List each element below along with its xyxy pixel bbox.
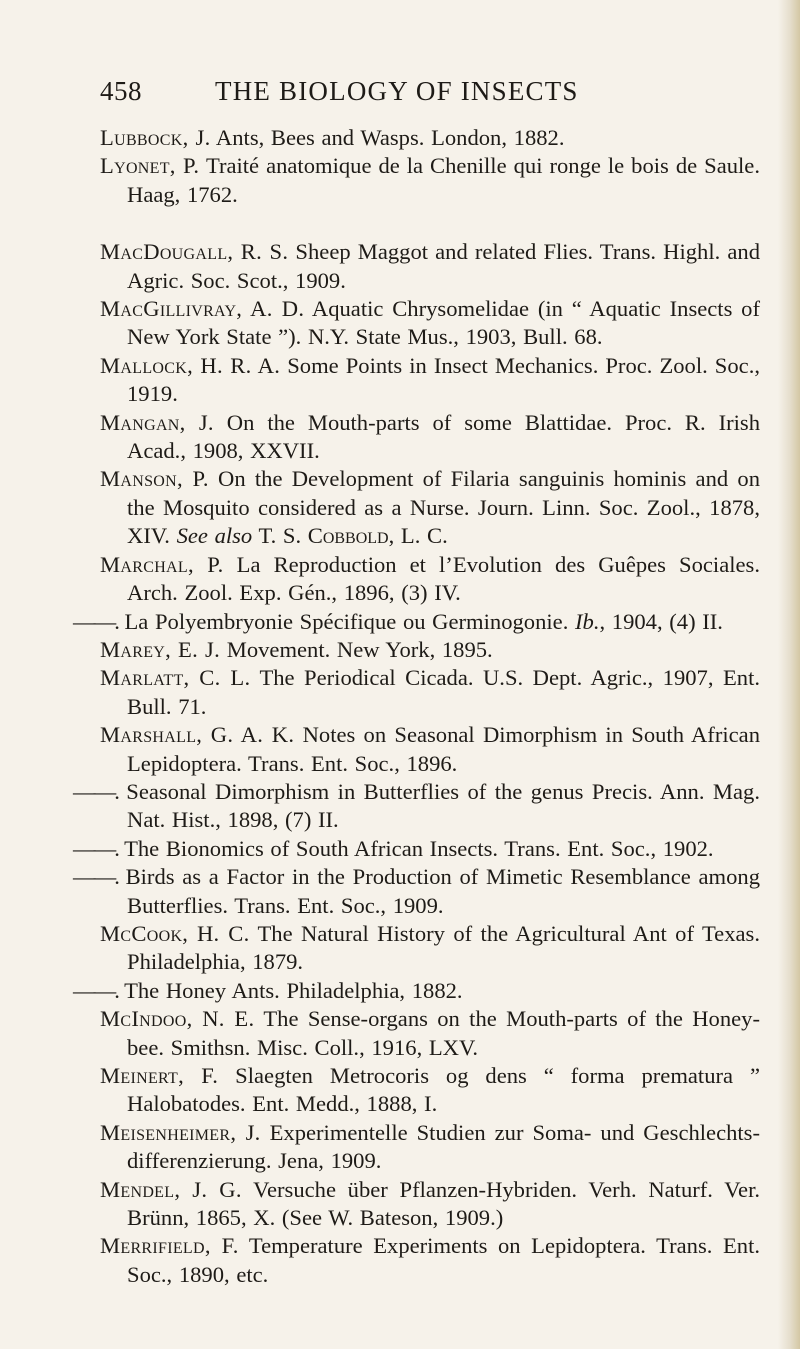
entry-text: Some Points in Insect Mechanics. Proc. Zool. Soc., 1919. [127,352,760,407]
running-head [100,76,740,110]
entry-marchal-2 [73,608,760,636]
entry-author: Meisenheimer, J. [100,1119,261,1145]
entry-mccook [100,920,760,977]
entry-text: The Sense-organs on the Mouth-parts of the Honey-bee. Smithsn. Misc. Coll., 1916, LXV. [127,1006,760,1060]
running-title: THE BIOLOGY OF INSECTS [215,76,579,106]
entry-marchal [100,551,760,608]
entry-author: MacGillivray, A. D. [100,296,305,322]
entry-text: On the Mouth-parts of some Blattidae. Proc. R. Irish Acad., 1908, XXVII. [127,409,760,464]
entry-author: Merrifield, F. [100,1233,239,1259]
entry-marshall-3 [73,835,760,863]
entry-marshall [100,721,760,778]
entry-text: The Natural History of the Agricultural Ant of Texas. Philadelphia, 1879. [127,920,760,975]
entry-author: McIndoo, N. E. [100,1006,255,1032]
entry-text: The Bionomics of South African Insects. Trans. Ent. Soc., 1902. [117,835,714,861]
ditto-dash: ——. [73,835,118,861]
entry-author: Marshall, G. A. K. [100,722,295,748]
ditto-dash: ——. [73,864,118,890]
page-edge-shadow [778,0,800,1349]
entry-meisenheimer [100,1119,760,1176]
entry-text: Birds as a Factor in the Production of Mimetic Resemblance among Butterflies. Trans. Ent. Soc., 1909. [117,864,760,918]
entry-mccook-2 [73,977,760,1005]
entry-author: Mendel, J. G. [100,1176,242,1202]
page-number: 458 [100,76,142,106]
entry-marshall-4 [73,863,760,920]
entry-macgillivray [100,295,760,352]
see-also-label: See also [176,523,253,549]
entry-text: The Periodical Cicada. U.S. Dept. Agric., 1907, Ent. Bull. 71. [127,665,760,719]
entry-author: Lubbock, J. [100,125,211,150]
entry-author: McCook, H. C. [100,920,250,946]
ibid-label: Ib. [575,608,600,634]
entry-text: Sheep Maggot and related Flies. Trans. Highl. and Agric. Soc. Scot., 1909. [127,239,760,293]
entry-marlatt [100,664,760,721]
ditto-dash: ——. [73,977,118,1003]
entry-author: Marchal, P. [100,551,224,577]
entry-tail: , 1904, (4) II. [599,608,723,634]
entry-mangan [100,409,760,466]
entry-text: Aquatic Chrysomelidae (in “ Aquatic Insects of New York State ”). N.Y. State Mus., 1903, Bull. 68. [127,296,760,350]
entry-text: Movement. New York, 1895. [220,636,493,662]
entry-manson [100,465,760,550]
entry-merrifield [100,1232,760,1289]
entry-text: Traité anatomique de la Chenille qui ronge le bois de Saule. Haag, 1762. [127,153,760,207]
entry-text: Seasonal Dimorphism in Butterflies of the genus Precis. Ann. Mag. Nat. Hist., 1898, (7) II. [117,778,760,833]
ditto-dash: ——. [73,778,118,804]
entry-text: La Polyembryonie Spécifique ou Germinogonie. [117,608,569,634]
entry-text: La Reproduction et l’Evolution des Guêpes Sociales. Arch. Zool. Exp. Gén., 1896, (3) IV. [127,551,760,606]
entry-lubbock [100,124,760,152]
entry-meinert [100,1062,760,1119]
entry-text: Experimentelle Studien zur Soma- und Geschlechts-differenzierung. Jena, 1909. [127,1119,760,1174]
entry-author: Mallock, H. R. A. [100,352,281,378]
ditto-dash: ——. [73,608,118,634]
entry-text: Slaegten Metrocoris og dens “ forma prematura ” Halobatodes. Ent. Medd., 1888, I. [127,1063,760,1117]
entry-text: Notes on Seasonal Dimorphism in South African Lepidoptera. Trans. Ent. Soc., 1896. [127,722,760,776]
entry-author: Marlatt, C. L. [100,665,251,691]
entry-author: Lyonet, P. [100,153,200,179]
entry-mendel [100,1176,760,1233]
bibliography-list [73,124,761,1289]
entry-text: On the Development of Filaria sanguinis hominis and on the Mosquito considered as a Nurse. Journ. Linn. Soc. Zool., 1878, XIV. [127,466,760,549]
entry-author: Meinert, F. [100,1063,219,1088]
entry-mcindoo [100,1005,760,1062]
see-also-author: Cobbold, L. C. [307,523,448,549]
entry-marshall-2 [73,778,760,835]
entry-text: The Honey Ants. Philadelphia, 1882. [117,977,463,1003]
entry-macdougall [100,238,760,295]
entry-author: MacDougall, R. S. [100,239,289,265]
entry-author: Marey, E. J. [100,636,221,662]
entry-lyonet [100,152,760,209]
entry-text: Versuche über Pflanzen-Hybriden. Verh. Naturf. Ver. Brünn, 1865, X. (See W. Bateson, 1909.) [127,1176,761,1231]
entry-marey [100,636,760,664]
entry-author: Mangan, J. [100,409,214,435]
see-also-text: T. S. [252,523,308,549]
entry-text: Ants, Bees and Wasps. London, 1882. [210,125,565,150]
entry-author: Manson, P. [100,466,209,492]
entry-text: Temperature Experiments on Lepidoptera. Trans. Ent. Soc., 1890, etc. [127,1233,761,1287]
entry-mallock [100,352,760,409]
